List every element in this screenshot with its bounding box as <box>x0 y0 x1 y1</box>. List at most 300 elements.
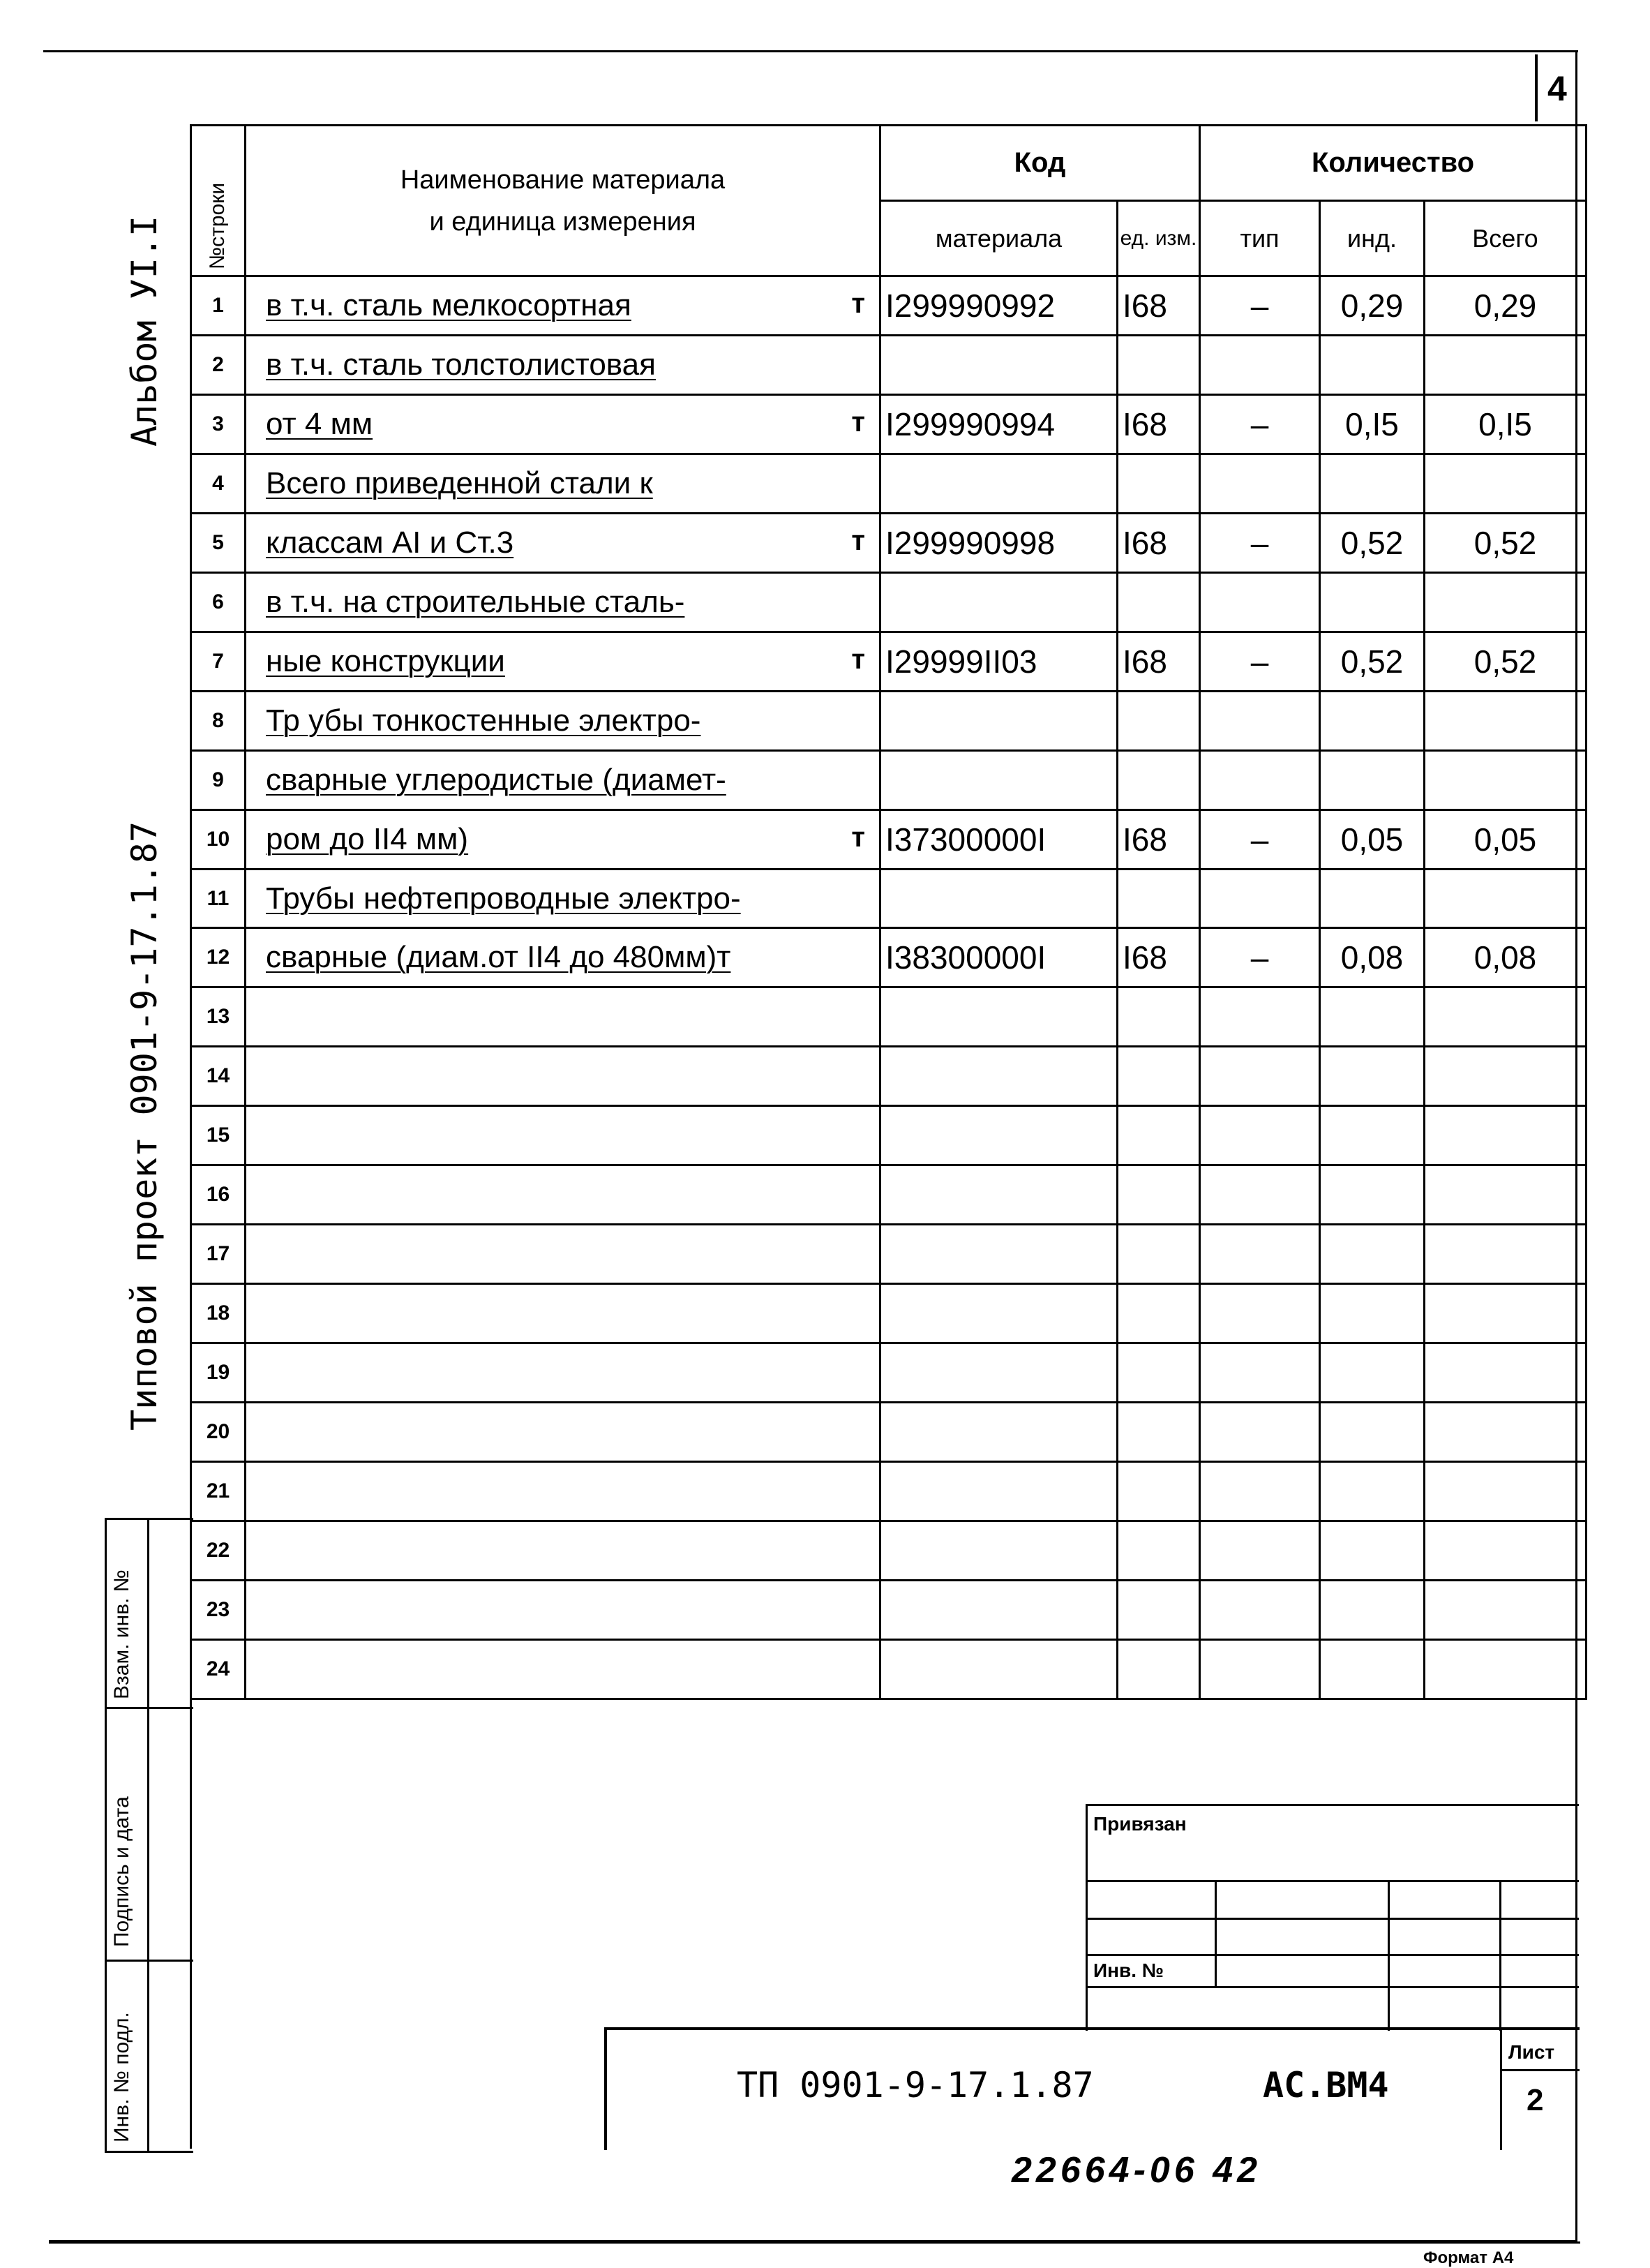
material-code-cell <box>880 632 1118 691</box>
unit-code-cell <box>1118 632 1200 691</box>
qty-total-cell <box>1425 987 1587 1047</box>
material-code-cell <box>880 1225 1118 1284</box>
material-code: I299990994 <box>885 405 1056 442</box>
qty-type-cell <box>1200 810 1320 869</box>
table-row <box>191 1047 1587 1106</box>
material-name-cell <box>246 1106 880 1165</box>
unit-code-cell <box>1118 750 1200 810</box>
material-unit: т <box>851 525 865 556</box>
qty-type-cell <box>1200 276 1320 336</box>
qty-type-cell <box>1200 987 1320 1047</box>
unit-code: I68 <box>1123 524 1167 561</box>
table-row <box>191 1343 1587 1403</box>
qty-total-cell <box>1425 1225 1587 1284</box>
table-row <box>191 572 1587 632</box>
qty-total-cell <box>1425 1165 1587 1225</box>
qty-type-cell <box>1200 632 1320 691</box>
material-code-cell <box>880 1639 1118 1699</box>
unit-code-cell <box>1118 1047 1200 1106</box>
material-name-cell <box>246 928 880 987</box>
row-number-cell <box>191 394 246 454</box>
qty-ind-cell <box>1320 1165 1425 1225</box>
material-name-cell <box>246 1343 880 1403</box>
material-unit: т <box>851 821 865 853</box>
qty-type-cell <box>1200 1403 1320 1462</box>
material-name: в т.ч. сталь толстолистовая <box>266 347 656 382</box>
material-name-cell <box>246 1580 880 1639</box>
table-row <box>191 513 1587 572</box>
binding-col-2 <box>1388 1880 1390 2031</box>
row-number: 22 <box>206 1538 230 1562</box>
lower-block-left <box>190 1700 192 2149</box>
row-number-cell <box>191 1580 246 1639</box>
material-code-cell <box>880 1521 1118 1581</box>
qty-ind-cell <box>1320 572 1425 632</box>
material-name-cell <box>246 394 880 454</box>
qty-type: – <box>1250 821 1269 858</box>
material-name: Трубы нефтепроводные электро- <box>266 881 741 916</box>
qty-ind-cell <box>1320 335 1425 394</box>
material-name-cell <box>246 987 880 1047</box>
unit-code-cell <box>1118 987 1200 1047</box>
material-name-cell <box>246 454 880 513</box>
table-row <box>191 454 1587 513</box>
binding-col-1 <box>1215 1880 1217 1986</box>
qty-type: – <box>1250 405 1269 442</box>
row-number: 21 <box>206 1479 230 1503</box>
row-number-cell <box>191 1106 246 1165</box>
table-row <box>191 1284 1587 1343</box>
material-name: сварные углеродистые (диамет- <box>266 762 726 797</box>
row-number: 6 <box>212 590 224 613</box>
qty-total-cell <box>1425 572 1587 632</box>
row-number-cell <box>191 572 246 632</box>
material-name-cell <box>246 572 880 632</box>
unit-code-cell <box>1118 1284 1200 1343</box>
row-number-cell <box>191 1403 246 1462</box>
row-number-cell <box>191 691 246 750</box>
qty-total: 0,52 <box>1473 643 1537 680</box>
title-section: АС.ВМ4 <box>1263 2065 1389 2105</box>
row-number: 10 <box>206 827 230 851</box>
unit-code-cell <box>1118 1403 1200 1462</box>
qty-total-cell <box>1425 869 1587 928</box>
qty-total: 0,52 <box>1473 524 1537 561</box>
header-qty-type: тип <box>1200 201 1320 276</box>
material-code-cell <box>880 928 1118 987</box>
table-row <box>191 1580 1587 1639</box>
title-sheet-hline <box>1500 2069 1580 2071</box>
header-name: Наименование материала <box>400 165 726 195</box>
qty-total-cell <box>1425 1462 1587 1521</box>
qty-ind-cell <box>1320 869 1425 928</box>
row-number: 4 <box>212 471 224 495</box>
binding-row-1 <box>1088 1880 1579 1882</box>
unit-code-cell <box>1118 335 1200 394</box>
table-row <box>191 810 1587 869</box>
row-number-cell <box>191 1225 246 1284</box>
material-code-cell <box>880 1284 1118 1343</box>
row-number-cell <box>191 1343 246 1403</box>
unit-code-cell <box>1118 454 1200 513</box>
qty-ind: 0,08 <box>1340 939 1404 976</box>
format-label: Формат А4 <box>1423 2248 1514 2267</box>
unit-code-cell <box>1118 1639 1200 1699</box>
album-label: Альбом УI.I <box>124 215 165 447</box>
qty-total-cell <box>1425 632 1587 691</box>
row-number: 16 <box>206 1183 230 1207</box>
unit-code-cell <box>1118 691 1200 750</box>
qty-type-cell <box>1200 1639 1320 1699</box>
qty-total-cell <box>1425 513 1587 572</box>
row-number-cell <box>191 1462 246 1521</box>
title-sheet-label: Лист <box>1508 2041 1555 2063</box>
material-unit: т <box>851 643 865 675</box>
material-code-cell <box>880 1580 1118 1639</box>
frame-top-line <box>43 50 1578 52</box>
material-name-cell <box>246 1462 880 1521</box>
material-code-cell <box>880 1403 1118 1462</box>
qty-total: 0,05 <box>1473 821 1537 858</box>
qty-total: 0,I5 <box>1478 405 1532 442</box>
header-qty-total: Всего <box>1425 201 1587 276</box>
row-number-cell <box>191 1284 246 1343</box>
qty-ind-cell <box>1320 750 1425 810</box>
qty-ind-cell <box>1320 1580 1425 1639</box>
row-number: 8 <box>212 708 224 732</box>
material-spec-table <box>190 124 1587 1700</box>
unit-code-cell <box>1118 276 1200 336</box>
binding-col-3 <box>1499 1880 1501 2031</box>
unit-code: I68 <box>1123 939 1167 976</box>
qty-ind: 0,I5 <box>1345 405 1399 442</box>
qty-ind-cell <box>1320 394 1425 454</box>
row-number: 3 <box>212 412 224 435</box>
binding-block <box>1086 1804 1579 2031</box>
row-number-cell <box>191 335 246 394</box>
qty-ind: 0,29 <box>1340 287 1404 324</box>
unit-code-cell <box>1118 810 1200 869</box>
qty-ind-cell <box>1320 1403 1425 1462</box>
unit-code: I68 <box>1123 405 1167 442</box>
material-name-cell <box>246 869 880 928</box>
material-code-cell <box>880 572 1118 632</box>
binding-privyazan: Привязан <box>1093 1813 1187 1835</box>
qty-type-cell <box>1200 928 1320 987</box>
qty-ind-cell <box>1320 1284 1425 1343</box>
qty-ind-cell <box>1320 1225 1425 1284</box>
unit-code-cell <box>1118 1343 1200 1403</box>
material-name: от 4 мм <box>266 406 373 441</box>
unit-code-cell <box>1118 1462 1200 1521</box>
unit-code-cell <box>1118 513 1200 572</box>
qty-type-cell <box>1200 1462 1320 1521</box>
unit-code-cell <box>1118 1521 1200 1581</box>
qty-ind-cell <box>1320 1047 1425 1106</box>
qty-ind-cell <box>1320 691 1425 750</box>
qty-ind-cell <box>1320 1639 1425 1699</box>
material-code-cell <box>880 750 1118 810</box>
row-number-cell <box>191 454 246 513</box>
header-code-material: материала <box>880 201 1118 276</box>
unit-code: I68 <box>1123 287 1167 324</box>
qty-type: – <box>1250 524 1269 561</box>
material-code: I299990998 <box>885 524 1056 561</box>
binding-inv-no: Инв. № <box>1093 1960 1164 1981</box>
material-name-cell <box>246 1639 880 1699</box>
qty-total-cell <box>1425 1403 1587 1462</box>
qty-type: – <box>1250 643 1269 680</box>
material-code: I299990992 <box>885 287 1056 324</box>
row-number-cell <box>191 1047 246 1106</box>
qty-ind-cell <box>1320 454 1425 513</box>
row-number: 15 <box>206 1124 230 1147</box>
material-code-cell <box>880 869 1118 928</box>
qty-type-cell <box>1200 691 1320 750</box>
qty-total-cell <box>1425 454 1587 513</box>
qty-ind: 0,05 <box>1340 821 1404 858</box>
material-name: классам AI и Ст.3 <box>266 525 514 560</box>
material-name-cell <box>246 1047 880 1106</box>
material-name: ром до II4 мм) <box>266 821 469 856</box>
row-number-cell <box>191 1639 246 1699</box>
table-row <box>191 1106 1587 1165</box>
table-row <box>191 987 1587 1047</box>
row-number: 18 <box>206 1301 230 1325</box>
row-number: 11 <box>207 886 230 910</box>
header-name-2: и единица измерения <box>429 207 696 237</box>
material-name-cell <box>246 1165 880 1225</box>
material-name: Всего приведенной стали к <box>266 465 653 500</box>
row-number-cell <box>191 869 246 928</box>
material-code: I37300000I <box>885 821 1047 858</box>
binding-row-4 <box>1088 1986 1579 1988</box>
qty-type-cell <box>1200 394 1320 454</box>
row-number: 9 <box>212 768 224 791</box>
material-code: I29999II03 <box>885 643 1037 680</box>
material-name: в т.ч. сталь мелкосортная <box>266 288 631 322</box>
header-code-unit: ед. изм. <box>1118 201 1200 276</box>
row-number-cell <box>191 928 246 987</box>
header-qty-group: Количество <box>1200 126 1587 201</box>
stamp-vzam-inv: Взам. инв. № <box>110 1569 133 1699</box>
material-unit: т <box>851 406 865 438</box>
row-number: 2 <box>212 352 224 376</box>
row-number: 13 <box>206 1005 230 1029</box>
material-name-cell <box>246 1225 880 1284</box>
qty-total-cell <box>1425 1343 1587 1403</box>
qty-type-cell <box>1200 1284 1320 1343</box>
material-name-cell <box>246 1403 880 1462</box>
row-number-cell <box>191 632 246 691</box>
qty-total-cell <box>1425 1639 1587 1699</box>
qty-type-cell <box>1200 1106 1320 1165</box>
table-row <box>191 632 1587 691</box>
material-name-cell <box>246 1521 880 1581</box>
material-name: в т.ч. на строительные сталь- <box>266 584 685 619</box>
qty-total: 0,08 <box>1473 939 1537 976</box>
qty-ind-cell <box>1320 1521 1425 1581</box>
material-code-cell <box>880 394 1118 454</box>
qty-type-cell <box>1200 513 1320 572</box>
unit-code-cell <box>1118 1106 1200 1165</box>
qty-type: – <box>1250 939 1269 976</box>
project-label: Типовой проект 0901-9-17.1.87 <box>124 821 165 1431</box>
header-qty-ind: инд. <box>1320 201 1425 276</box>
qty-ind-cell <box>1320 1343 1425 1403</box>
table-row <box>191 1462 1587 1521</box>
qty-type: – <box>1250 287 1269 324</box>
archive-number: 22664-06 42 <box>1012 2150 1262 2191</box>
binding-row-3 <box>1088 1954 1579 1956</box>
row-number: 23 <box>206 1597 230 1621</box>
row-number: 5 <box>212 530 224 554</box>
material-code-cell <box>880 1106 1118 1165</box>
page-number: 4 <box>1547 69 1567 108</box>
qty-total-cell <box>1425 691 1587 750</box>
material-code-cell <box>880 1165 1118 1225</box>
material-name-cell <box>246 632 880 691</box>
table-row <box>191 1639 1587 1699</box>
qty-type-cell <box>1200 1047 1320 1106</box>
qty-type-cell <box>1200 750 1320 810</box>
row-number-cell <box>191 750 246 810</box>
unit-code-cell <box>1118 1580 1200 1639</box>
header-row-no-cell: №строки <box>191 126 246 276</box>
title-block <box>604 2027 1580 2150</box>
table-row <box>191 1403 1587 1462</box>
row-number: 17 <box>206 1242 230 1266</box>
qty-ind-cell <box>1320 987 1425 1047</box>
table-row <box>191 750 1587 810</box>
material-code-cell <box>880 513 1118 572</box>
row-number-cell <box>191 513 246 572</box>
header-name-cell <box>246 126 880 276</box>
stamp-divider-vertical <box>147 1520 149 2151</box>
qty-ind-cell <box>1320 1462 1425 1521</box>
row-number: 24 <box>206 1657 230 1680</box>
material-code-cell <box>880 454 1118 513</box>
qty-total-cell <box>1425 1047 1587 1106</box>
material-name-cell <box>246 810 880 869</box>
qty-type-cell <box>1200 1225 1320 1284</box>
qty-total-cell <box>1425 335 1587 394</box>
row-number: 1 <box>212 293 224 317</box>
material-name-cell <box>246 750 880 810</box>
page-number-box <box>1535 54 1580 121</box>
material-code: I38300000I <box>885 939 1047 976</box>
table-row <box>191 1521 1587 1581</box>
unit-code-cell <box>1118 1225 1200 1284</box>
material-name-cell <box>246 513 880 572</box>
table-row <box>191 1165 1587 1225</box>
material-name: Тр убы тонкостенные электро- <box>266 703 701 738</box>
unit-code: I68 <box>1123 821 1167 858</box>
material-code-cell <box>880 1047 1118 1106</box>
material-name-cell <box>246 691 880 750</box>
title-sheet-divider <box>1500 2030 1502 2150</box>
material-code-cell <box>880 276 1118 336</box>
row-number-cell <box>191 1165 246 1225</box>
stamp-divider-2 <box>107 1960 193 1962</box>
table-row <box>191 276 1587 336</box>
row-number: 12 <box>206 946 230 969</box>
qty-type-cell <box>1200 335 1320 394</box>
qty-ind-cell <box>1320 928 1425 987</box>
material-name-cell <box>246 335 880 394</box>
table-row <box>191 869 1587 928</box>
binding-row-2 <box>1088 1918 1579 1920</box>
table-row <box>191 1225 1587 1284</box>
row-number-cell <box>191 1521 246 1581</box>
stamp-inv-podl: Инв. № подл. <box>110 2012 133 2142</box>
qty-total-cell <box>1425 1580 1587 1639</box>
row-number-cell <box>191 810 246 869</box>
stamp-podpis-data: Подпись и дата <box>110 1796 133 1947</box>
unit-code-cell <box>1118 572 1200 632</box>
material-code-cell <box>880 1462 1118 1521</box>
qty-type-cell <box>1200 1343 1320 1403</box>
material-code-cell <box>880 335 1118 394</box>
qty-total-cell <box>1425 750 1587 810</box>
material-code-cell <box>880 1343 1118 1403</box>
qty-type-cell <box>1200 1580 1320 1639</box>
qty-type-cell <box>1200 1521 1320 1581</box>
row-number: 19 <box>206 1361 230 1385</box>
row-number: 7 <box>212 649 224 673</box>
material-name: сварные (диам.от II4 до 480мм)т <box>266 940 731 975</box>
bottom-rule <box>49 2240 1577 2242</box>
material-name-cell <box>246 276 880 336</box>
row-number-cell <box>191 276 246 336</box>
material-code-cell <box>880 810 1118 869</box>
qty-ind: 0,52 <box>1340 643 1404 680</box>
material-unit: т <box>851 288 865 319</box>
title-sheet-no: 2 <box>1527 2083 1544 2117</box>
unit-code-cell <box>1118 869 1200 928</box>
qty-ind-cell <box>1320 1106 1425 1165</box>
qty-total-cell <box>1425 276 1587 336</box>
qty-type-cell <box>1200 1165 1320 1225</box>
qty-type-cell <box>1200 869 1320 928</box>
qty-ind-cell <box>1320 810 1425 869</box>
stamp-divider-1 <box>107 1707 193 1709</box>
unit-code-cell <box>1118 394 1200 454</box>
qty-total-cell <box>1425 1284 1587 1343</box>
unit-code: I68 <box>1123 643 1167 680</box>
qty-type-cell <box>1200 454 1320 513</box>
table-row <box>191 335 1587 394</box>
row-number: 14 <box>206 1064 230 1088</box>
header-code-group: Код <box>880 126 1200 201</box>
qty-ind: 0,52 <box>1340 524 1404 561</box>
qty-ind-cell <box>1320 513 1425 572</box>
material-name-cell <box>246 1284 880 1343</box>
material-code-cell <box>880 987 1118 1047</box>
material-code-cell <box>880 691 1118 750</box>
unit-code-cell <box>1118 1165 1200 1225</box>
qty-total-cell <box>1425 394 1587 454</box>
qty-ind-cell <box>1320 276 1425 336</box>
table-row <box>191 394 1587 454</box>
row-number-cell <box>191 987 246 1047</box>
qty-total-cell <box>1425 810 1587 869</box>
qty-total-cell <box>1425 1106 1587 1165</box>
table-row <box>191 691 1587 750</box>
qty-total-cell <box>1425 1521 1587 1581</box>
qty-ind-cell <box>1320 632 1425 691</box>
title-designation: ТП 0901-9-17.1.87 <box>737 2065 1094 2105</box>
